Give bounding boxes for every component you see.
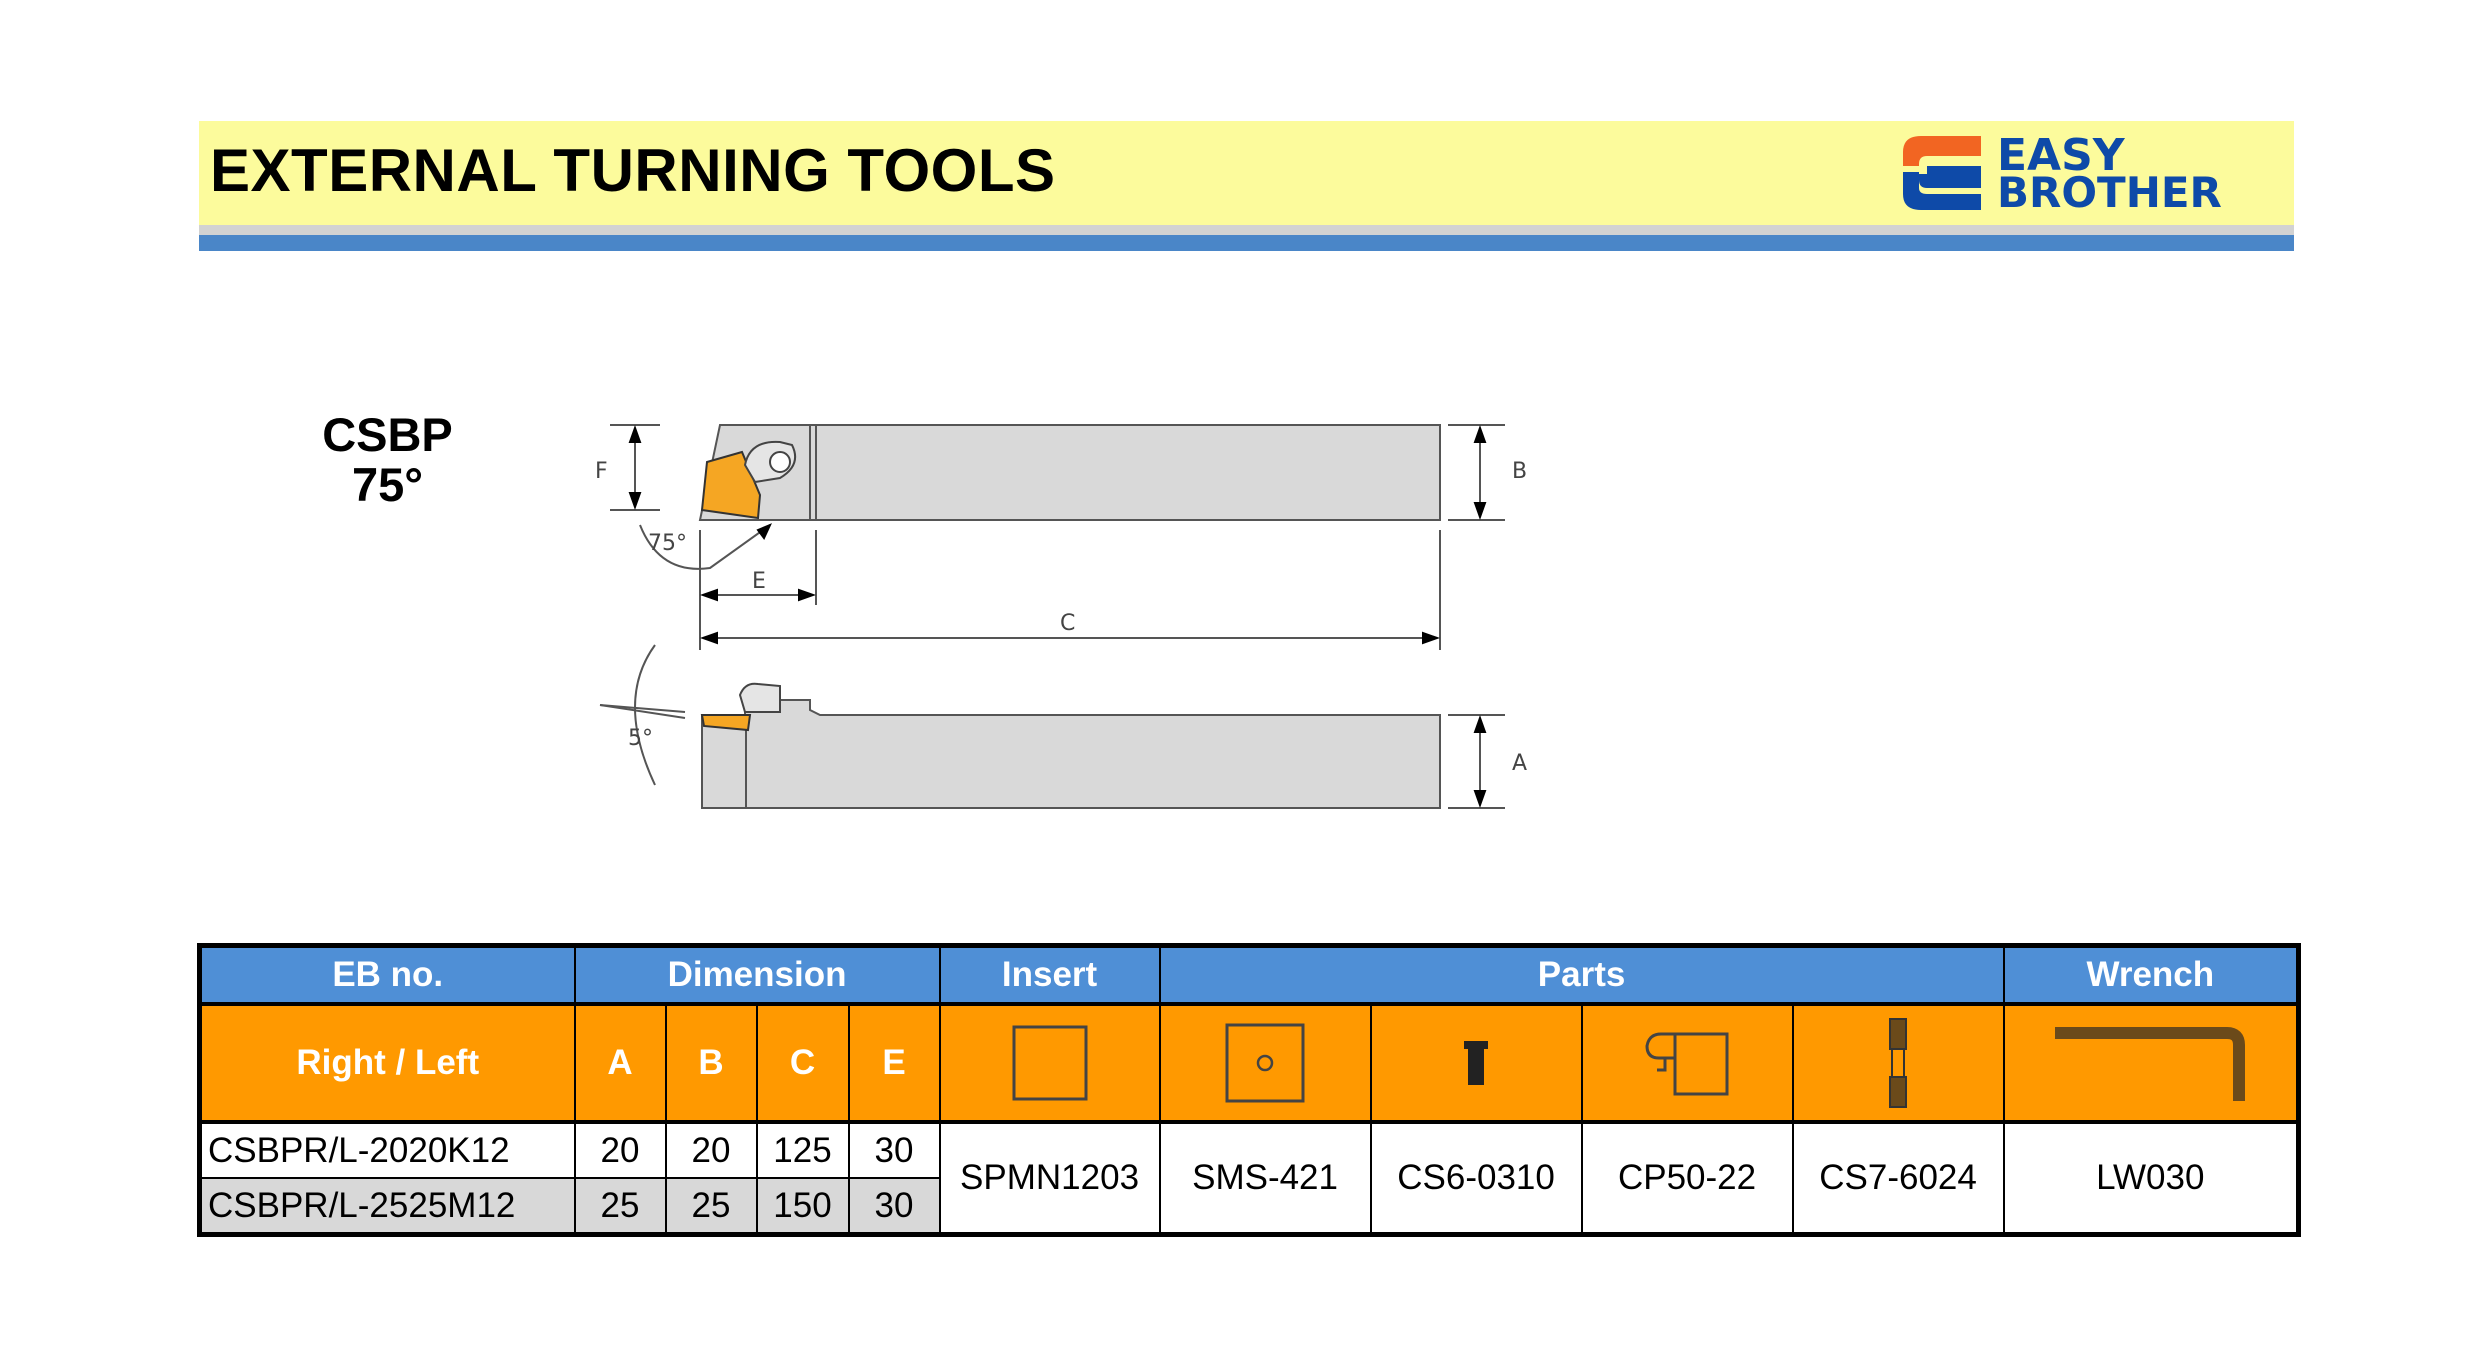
cell-part-no: CSBPR/L-2525M12 <box>200 1178 575 1235</box>
header-wrench: Wrench <box>2004 946 2299 1005</box>
clamp-screw-icon <box>1793 1004 2004 1122</box>
spec-table <box>197 943 2301 1237</box>
model-label <box>310 410 465 510</box>
angle-label-75: 75° <box>648 531 687 556</box>
header-divider-blue <box>199 235 2294 251</box>
header-b: B <box>666 1004 757 1122</box>
cell-c: 125 <box>757 1122 849 1178</box>
header-dimension: Dimension <box>575 946 940 1005</box>
cell-clamp-screw: CS7-6024 <box>1793 1122 2004 1235</box>
header-right-left: Right / Left <box>200 1004 575 1122</box>
cell-a: 25 <box>575 1178 666 1235</box>
brand-e-icon <box>1893 132 1993 212</box>
angle-label-5: 5° <box>628 726 653 751</box>
cell-e: 30 <box>849 1122 940 1178</box>
brand-logo <box>1893 130 2278 217</box>
table-sub-header-row <box>200 1004 2299 1122</box>
header-parts: Parts <box>1160 946 2004 1005</box>
header-c: C <box>757 1004 849 1122</box>
shim-icon <box>1160 1004 1371 1122</box>
cell-clamp: CP50-22 <box>1582 1122 1793 1235</box>
cell-insert: SPMN1203 <box>940 1122 1160 1235</box>
dim-label-a: A <box>1512 751 1528 776</box>
logo-text-brother: BROTHER <box>1997 168 2222 217</box>
cell-wrench: LW030 <box>2004 1122 2299 1235</box>
model-angle: 75° <box>351 458 424 511</box>
hex-wrench-icon <box>2004 1004 2299 1122</box>
cell-part-no: CSBPR/L-2020K12 <box>200 1122 575 1178</box>
cell-shim-screw: CS6-0310 <box>1371 1122 1582 1235</box>
dim-label-b: B <box>1512 459 1528 484</box>
dim-label-c: C <box>1060 611 1076 636</box>
holder-side-body <box>702 700 1440 808</box>
cell-a: 20 <box>575 1122 666 1178</box>
header-e: E <box>849 1004 940 1122</box>
dim-label-f: F <box>595 459 608 484</box>
cell-shim: SMS-421 <box>1160 1122 1371 1235</box>
header-insert: Insert <box>940 946 1160 1005</box>
shim-screw-icon <box>1371 1004 1582 1122</box>
logo-text-easy: EASY <box>1997 130 2125 181</box>
cell-b: 25 <box>666 1178 757 1235</box>
header-divider-grey <box>199 225 2294 235</box>
tool-holder-drawing <box>580 400 1580 830</box>
header-eb-no: EB no. <box>200 946 575 1005</box>
table-group-header-row <box>200 946 2299 1005</box>
header-a: A <box>575 1004 666 1122</box>
model-name: CSBP <box>322 408 453 461</box>
table-row <box>200 1122 2299 1178</box>
clamp-icon <box>1582 1004 1793 1122</box>
cell-c: 150 <box>757 1178 849 1235</box>
cell-e: 30 <box>849 1178 940 1235</box>
dim-label-e: E <box>752 569 766 594</box>
page-title: EXTERNAL TURNING TOOLS <box>210 137 1056 204</box>
insert-square-icon <box>940 1004 1160 1122</box>
cell-b: 20 <box>666 1122 757 1178</box>
